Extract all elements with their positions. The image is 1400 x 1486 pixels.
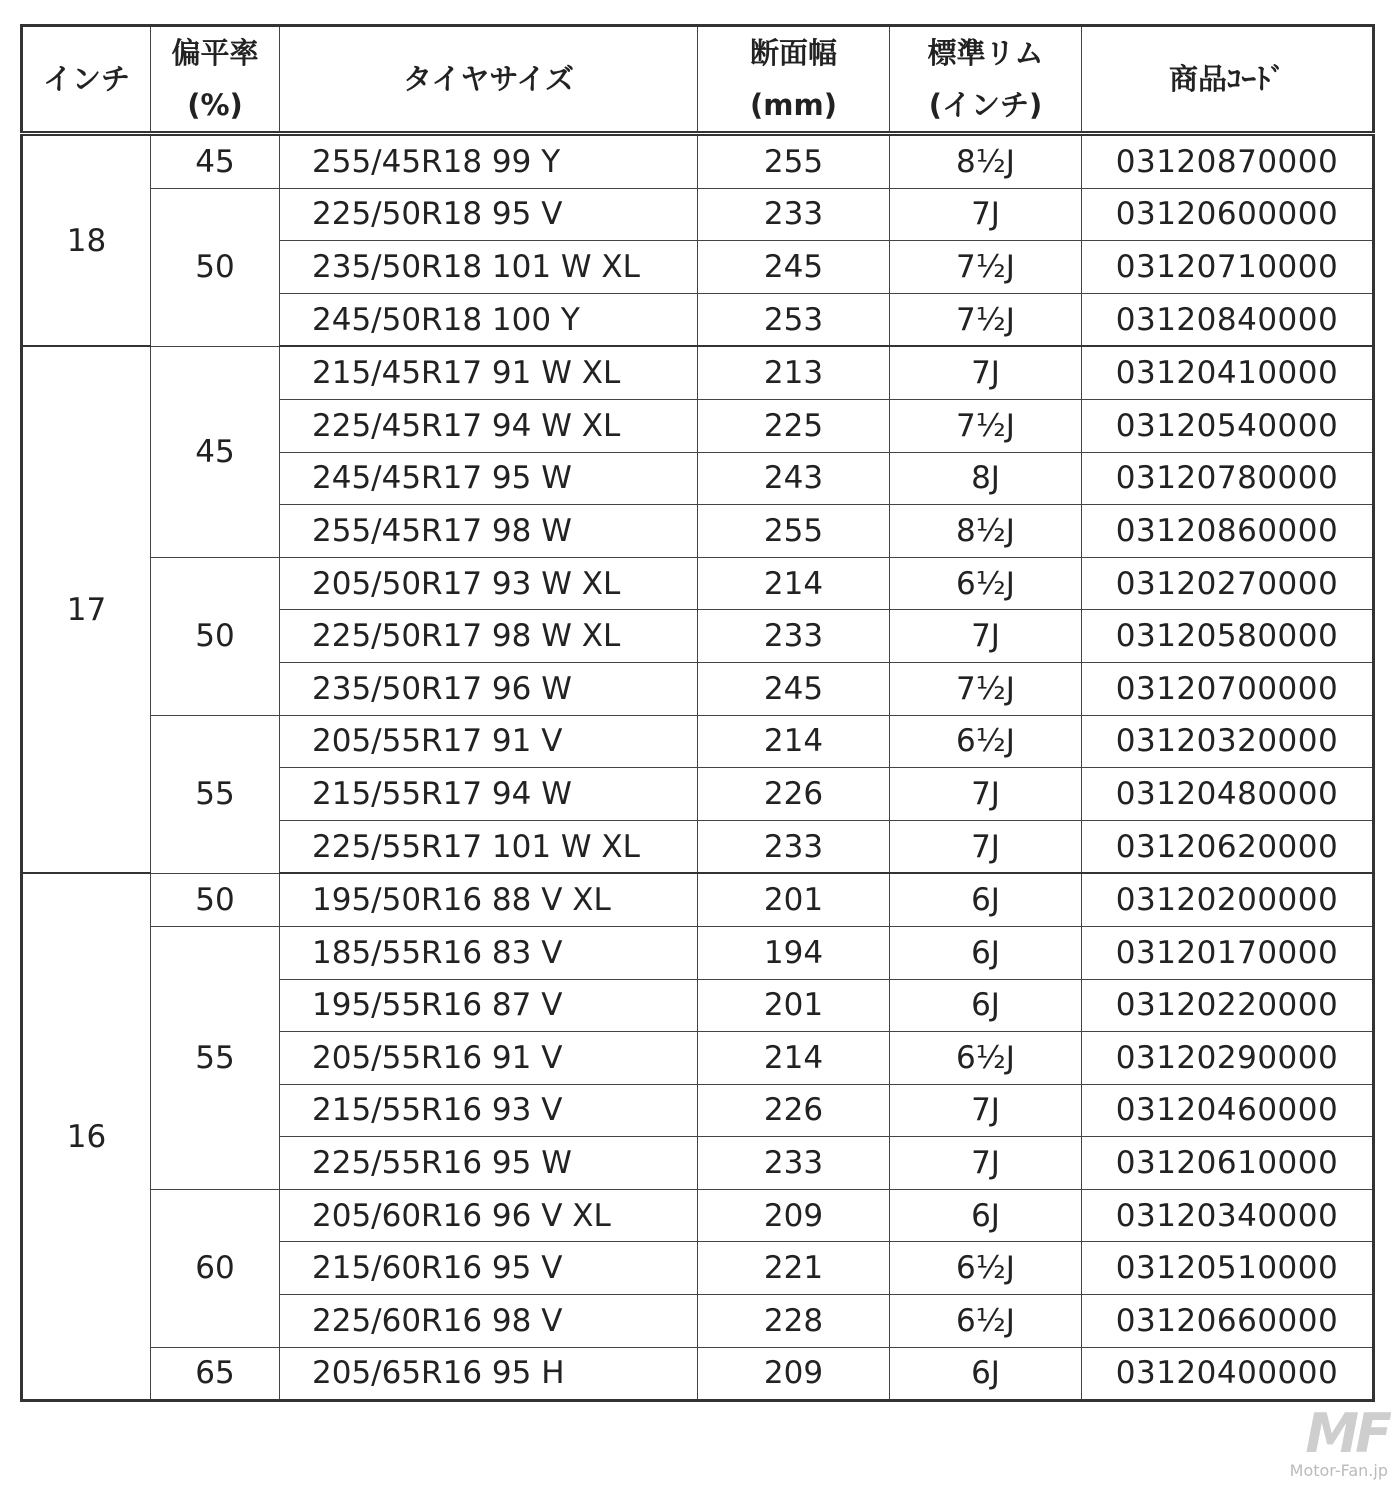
section-width-cell: 214: [698, 715, 890, 768]
table-row: [22, 346, 1374, 399]
header-code-label: 商品ｺｰﾄﾞ: [1168, 62, 1285, 96]
standard-rim-cell: 6J: [890, 1189, 1082, 1242]
tire-size-cell: 215/60R16 95 V: [280, 1242, 698, 1295]
product-code-cell: 03120840000: [1082, 293, 1374, 346]
aspect-ratio-cell: 55: [151, 926, 280, 1189]
tire-size-cell: 225/45R17 94 W XL: [280, 399, 698, 452]
section-width-cell: 226: [698, 1084, 890, 1137]
product-code-cell: 03120340000: [1082, 1189, 1374, 1242]
section-width-cell: 209: [698, 1347, 890, 1401]
section-width-cell: 201: [698, 873, 890, 926]
section-width-cell: 233: [698, 610, 890, 663]
table-header-row: [22, 26, 1374, 134]
table-row: [22, 715, 1374, 768]
product-code-cell: 03120610000: [1082, 1137, 1374, 1190]
header-rim-line2: (インチ): [928, 88, 1043, 122]
aspect-ratio-cell: 65: [151, 1347, 280, 1401]
table-row: [22, 926, 1374, 979]
section-width-cell: 243: [698, 452, 890, 505]
inch-cell: 18: [22, 134, 151, 347]
section-width-cell: 226: [698, 768, 890, 821]
table-row: [22, 188, 1374, 241]
tire-size-cell: 245/50R18 100 Y: [280, 293, 698, 346]
watermark-text: Motor-Fan.jp: [1289, 1461, 1388, 1480]
standard-rim-cell: 8J: [890, 452, 1082, 505]
tire-size-table: [20, 24, 1375, 1402]
product-code-cell: 03120320000: [1082, 715, 1374, 768]
product-code-cell: 03120540000: [1082, 399, 1374, 452]
table-row: [22, 873, 1374, 926]
tire-size-cell: 255/45R18 99 Y: [280, 134, 698, 189]
standard-rim-cell: 8½J: [890, 505, 1082, 558]
section-width-cell: 213: [698, 346, 890, 399]
tire-size-cell: 215/55R16 93 V: [280, 1084, 698, 1137]
standard-rim-cell: 6½J: [890, 715, 1082, 768]
section-width-cell: 194: [698, 926, 890, 979]
table-row: [22, 134, 1374, 189]
aspect-ratio-cell: 50: [151, 873, 280, 926]
tire-size-cell: 215/45R17 91 W XL: [280, 346, 698, 399]
header-product-code: [1082, 26, 1374, 134]
watermark: [1289, 1402, 1388, 1480]
header-standard-rim: [890, 26, 1082, 134]
section-width-cell: 201: [698, 979, 890, 1032]
aspect-ratio-cell: 45: [151, 134, 280, 189]
section-width-cell: 233: [698, 188, 890, 241]
header-aspect-line1: 偏平率: [171, 36, 259, 70]
header-rim-line1: 標準リム: [927, 36, 1044, 70]
tire-size-cell: 195/55R16 87 V: [280, 979, 698, 1032]
standard-rim-cell: 7J: [890, 346, 1082, 399]
aspect-ratio-cell: 55: [151, 715, 280, 873]
section-width-cell: 255: [698, 134, 890, 189]
section-width-cell: 245: [698, 241, 890, 294]
section-width-cell: 214: [698, 557, 890, 610]
product-code-cell: 03120460000: [1082, 1084, 1374, 1137]
product-code-cell: 03120600000: [1082, 188, 1374, 241]
table-body: [22, 134, 1374, 1401]
header-section-width: [698, 26, 890, 134]
tire-size-cell: 185/55R16 83 V: [280, 926, 698, 979]
section-width-cell: 221: [698, 1242, 890, 1295]
standard-rim-cell: 8½J: [890, 134, 1082, 189]
tire-size-cell: 205/55R17 91 V: [280, 715, 698, 768]
standard-rim-cell: 7J: [890, 1084, 1082, 1137]
section-width-cell: 209: [698, 1189, 890, 1242]
header-inch: [22, 26, 151, 134]
standard-rim-cell: 6½J: [890, 1032, 1082, 1085]
tire-size-cell: 195/50R16 88 V XL: [280, 873, 698, 926]
header-width-line2: (mm): [750, 88, 837, 122]
standard-rim-cell: 6J: [890, 979, 1082, 1032]
tire-size-cell: 205/50R17 93 W XL: [280, 557, 698, 610]
tire-size-cell: 215/55R17 94 W: [280, 768, 698, 821]
watermark-logo: MF: [1305, 1402, 1388, 1465]
header-size-label: タイヤサイズ: [402, 62, 575, 96]
tire-size-cell: 225/60R16 98 V: [280, 1295, 698, 1348]
tire-size-cell: 225/50R17 98 W XL: [280, 610, 698, 663]
product-code-cell: 03120710000: [1082, 241, 1374, 294]
product-code-cell: 03120270000: [1082, 557, 1374, 610]
tire-size-cell: 235/50R17 96 W: [280, 662, 698, 715]
product-code-cell: 03120220000: [1082, 979, 1374, 1032]
standard-rim-cell: 7½J: [890, 399, 1082, 452]
aspect-ratio-cell: 45: [151, 346, 280, 557]
product-code-cell: 03120480000: [1082, 768, 1374, 821]
section-width-cell: 233: [698, 1137, 890, 1190]
product-code-cell: 03120660000: [1082, 1295, 1374, 1348]
tire-size-cell: 245/45R17 95 W: [280, 452, 698, 505]
product-code-cell: 03120170000: [1082, 926, 1374, 979]
aspect-ratio-cell: 50: [151, 188, 280, 346]
header-aspect-ratio: [151, 26, 280, 134]
section-width-cell: 228: [698, 1295, 890, 1348]
product-code-cell: 03120580000: [1082, 610, 1374, 663]
standard-rim-cell: 7J: [890, 820, 1082, 873]
standard-rim-cell: 6½J: [890, 557, 1082, 610]
tire-size-cell: 235/50R18 101 W XL: [280, 241, 698, 294]
standard-rim-cell: 6J: [890, 1347, 1082, 1401]
standard-rim-cell: 7½J: [890, 241, 1082, 294]
product-code-cell: 03120510000: [1082, 1242, 1374, 1295]
section-width-cell: 255: [698, 505, 890, 558]
tire-size-cell: 225/55R16 95 W: [280, 1137, 698, 1190]
product-code-cell: 03120870000: [1082, 134, 1374, 189]
standard-rim-cell: 6J: [890, 926, 1082, 979]
tire-size-cell: 205/60R16 96 V XL: [280, 1189, 698, 1242]
aspect-ratio-cell: 50: [151, 557, 280, 715]
section-width-cell: 245: [698, 662, 890, 715]
product-code-cell: 03120620000: [1082, 820, 1374, 873]
table-row: [22, 1189, 1374, 1242]
product-code-cell: 03120780000: [1082, 452, 1374, 505]
product-code-cell: 03120700000: [1082, 662, 1374, 715]
aspect-ratio-cell: 60: [151, 1189, 280, 1347]
section-width-cell: 253: [698, 293, 890, 346]
standard-rim-cell: 7½J: [890, 662, 1082, 715]
product-code-cell: 03120860000: [1082, 505, 1374, 558]
tire-size-cell: 255/45R17 98 W: [280, 505, 698, 558]
standard-rim-cell: 6½J: [890, 1242, 1082, 1295]
tire-size-cell: 225/55R17 101 W XL: [280, 820, 698, 873]
product-code-cell: 03120400000: [1082, 1347, 1374, 1401]
table-row: [22, 1347, 1374, 1401]
standard-rim-cell: 7J: [890, 1137, 1082, 1190]
table-row: [22, 557, 1374, 610]
tire-size-cell: 225/50R18 95 V: [280, 188, 698, 241]
standard-rim-cell: 7J: [890, 610, 1082, 663]
section-width-cell: 214: [698, 1032, 890, 1085]
section-width-cell: 225: [698, 399, 890, 452]
product-code-cell: 03120200000: [1082, 873, 1374, 926]
product-code-cell: 03120410000: [1082, 346, 1374, 399]
inch-cell: 17: [22, 346, 151, 873]
product-code-cell: 03120290000: [1082, 1032, 1374, 1085]
standard-rim-cell: 7J: [890, 188, 1082, 241]
standard-rim-cell: 7½J: [890, 293, 1082, 346]
inch-cell: 16: [22, 873, 151, 1400]
tire-size-cell: 205/55R16 91 V: [280, 1032, 698, 1085]
standard-rim-cell: 7J: [890, 768, 1082, 821]
section-width-cell: 233: [698, 820, 890, 873]
standard-rim-cell: 6J: [890, 873, 1082, 926]
header-width-line1: 断面幅: [749, 36, 837, 70]
header-aspect-line2: (%): [187, 88, 243, 122]
header-tire-size: [280, 26, 698, 134]
standard-rim-cell: 6½J: [890, 1295, 1082, 1348]
tire-size-cell: 205/65R16 95 H: [280, 1347, 698, 1401]
header-inch-label: インチ: [42, 62, 130, 96]
